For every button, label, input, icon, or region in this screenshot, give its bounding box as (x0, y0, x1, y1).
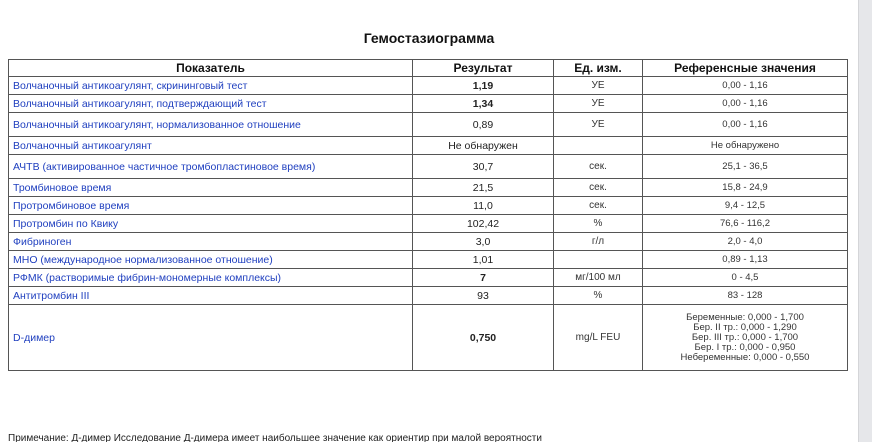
table-row (9, 77, 848, 95)
row-result: 1,01 (413, 251, 554, 269)
d-dimer-result: 0,750 (413, 305, 554, 371)
header-result: Результат (413, 60, 554, 77)
table-header-row (9, 60, 848, 77)
row-result: 1,34 (413, 95, 554, 113)
row-unit: УЕ (554, 113, 643, 137)
row-reference: 0,00 - 1,16 (643, 77, 848, 95)
row-reference: 0,89 - 1,13 (643, 251, 848, 269)
table-row (9, 251, 848, 269)
row-name[interactable]: РФМК (растворимые фибрин-мономерные комплексы) (9, 269, 413, 287)
row-result: 21,5 (413, 179, 554, 197)
row-name[interactable]: Волчаночный антикоагулянт, подтверждающий тест (9, 95, 413, 113)
table-row (9, 179, 848, 197)
row-unit: мг/100 мл (554, 269, 643, 287)
row-name[interactable]: АЧТВ (активированное частичное тромбопластиновое время) (9, 155, 413, 179)
row-result: 7 (413, 269, 554, 287)
row-reference: Не обнаружено (643, 137, 848, 155)
row-name[interactable]: Волчаночный антикоагулянт, скрининговый тест (9, 77, 413, 95)
row-reference: 83 - 128 (643, 287, 848, 305)
header-unit: Ед. изм. (554, 60, 643, 77)
row-result: 93 (413, 287, 554, 305)
row-reference: 0,00 - 1,16 (643, 95, 848, 113)
row-reference: 2,0 - 4,0 (643, 233, 848, 251)
row-unit: УЕ (554, 95, 643, 113)
row-unit (554, 251, 643, 269)
row-name[interactable]: Фибриноген (9, 233, 413, 251)
results-table (8, 59, 848, 371)
header-reference: Референсные значения (643, 60, 848, 77)
row-result: 3,0 (413, 233, 554, 251)
d-dimer-name[interactable]: D-димер (9, 305, 413, 371)
footnote: Примечание: Д-димер Исследование Д-димера имеет наибольшее значение как ориентир при малой вероятности (8, 433, 542, 442)
row-unit: УЕ (554, 77, 643, 95)
table-row (9, 233, 848, 251)
table-row (9, 215, 848, 233)
row-unit: сек. (554, 155, 643, 179)
table-row (9, 155, 848, 179)
table-row-d-dimer (9, 305, 848, 371)
row-result: 30,7 (413, 155, 554, 179)
row-name[interactable]: Протромбин по Квику (9, 215, 413, 233)
row-result: 1,19 (413, 77, 554, 95)
d-dimer-ref-line: Беременные: 0,000 - 1,700 (686, 311, 804, 323)
row-result: 11,0 (413, 197, 554, 215)
d-dimer-reference (643, 305, 848, 371)
row-unit: % (554, 215, 643, 233)
table-row (9, 269, 848, 287)
row-result: 102,42 (413, 215, 554, 233)
row-name[interactable]: МНО (международное нормализованное отношение) (9, 251, 413, 269)
d-dimer-ref-line: Бер. II тр.: 0,000 - 1,290 (693, 321, 797, 333)
row-reference: 76,6 - 116,2 (643, 215, 848, 233)
row-unit: % (554, 287, 643, 305)
d-dimer-unit: mg/L FEU (554, 305, 643, 371)
row-name[interactable]: Волчаночный антикоагулянт (9, 137, 413, 155)
row-name[interactable]: Антитромбин III (9, 287, 413, 305)
d-dimer-ref-line: Бер. III тр.: 0,000 - 1,700 (691, 331, 799, 343)
table-row (9, 113, 848, 137)
table-row (9, 287, 848, 305)
d-dimer-ref-line: Небеременные: 0,000 - 0,550 (680, 351, 810, 363)
scrollbar-track[interactable] (858, 0, 872, 442)
row-reference: 25,1 - 36,5 (643, 155, 848, 179)
row-unit: г/л (554, 233, 643, 251)
row-unit: сек. (554, 179, 643, 197)
table-row (9, 137, 848, 155)
row-name[interactable]: Тромбиновое время (9, 179, 413, 197)
report-title: Гемостазиограмма (363, 30, 495, 46)
table-row (9, 95, 848, 113)
row-unit: сек. (554, 197, 643, 215)
row-name[interactable]: Протромбиновое время (9, 197, 413, 215)
header-indicator: Показатель (9, 60, 413, 77)
row-result: 0,89 (413, 113, 554, 137)
row-reference: 0,00 - 1,16 (643, 113, 848, 137)
row-unit (554, 137, 643, 155)
d-dimer-ref-line: Бер. I тр.: 0,000 - 0,950 (694, 341, 796, 353)
row-reference: 15,8 - 24,9 (643, 179, 848, 197)
table-row (9, 197, 848, 215)
row-name[interactable]: Волчаночный антикоагулянт, нормализованное отношение (9, 113, 413, 137)
row-reference: 0 - 4,5 (643, 269, 848, 287)
row-reference: 9,4 - 12,5 (643, 197, 848, 215)
row-result: Не обнаружен (413, 137, 554, 155)
